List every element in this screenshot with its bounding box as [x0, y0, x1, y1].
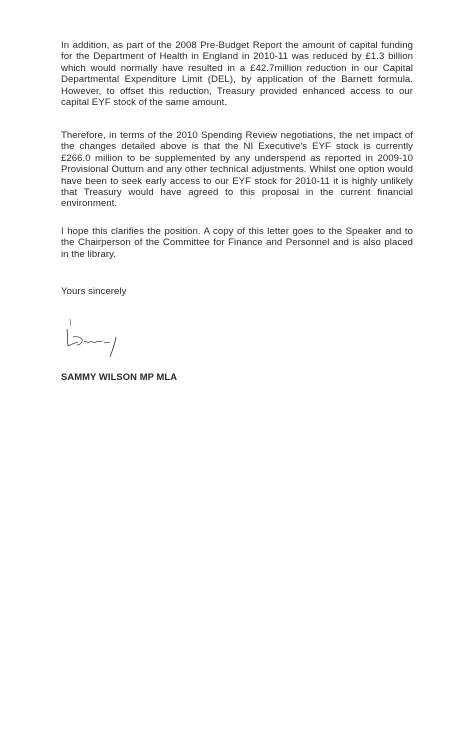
closing-salutation: Yours sincerely	[61, 286, 127, 297]
paragraph-capital-funding: In addition, as part of the 2008 Pre-Budget Report the amount of capital funding for the Department of Health in England in 2010-11 was reduced by £1.3 billion which would normally have resulted in a £42.7million reduction in our Capital Departmental Expenditure Limit (DEL), by application of the Barnett formula. However, to offset this reduction, Treasury provided enhanced access to our capital EYF stock of the same amount.	[61, 40, 413, 109]
paragraph-clarification: I hope this clarifies the position. A copy of this letter goes to the Speaker and to the Chairperson of the Committee for Finance and Personnel and is also placed in the library.	[61, 226, 413, 260]
paragraph-spending-review: Therefore, in terms of the 2010 Spending Review negotiations, the net impact of the changes detailed above is that the NI Executive's EYF stock is currently £266.0 million to be supplemented by any underspend as reported in 2009-10 Provisional Outturn and any other technical adjustments. Whilst one option would have been to seek early access to our EYF stock for 2010-11 it is highly unlikely that Treasury would have agreed to this proposal in the current financial environment.	[61, 130, 413, 210]
signatory-name: SAMMY WILSON MP MLA	[61, 371, 178, 382]
handwritten-signature	[58, 315, 138, 365]
